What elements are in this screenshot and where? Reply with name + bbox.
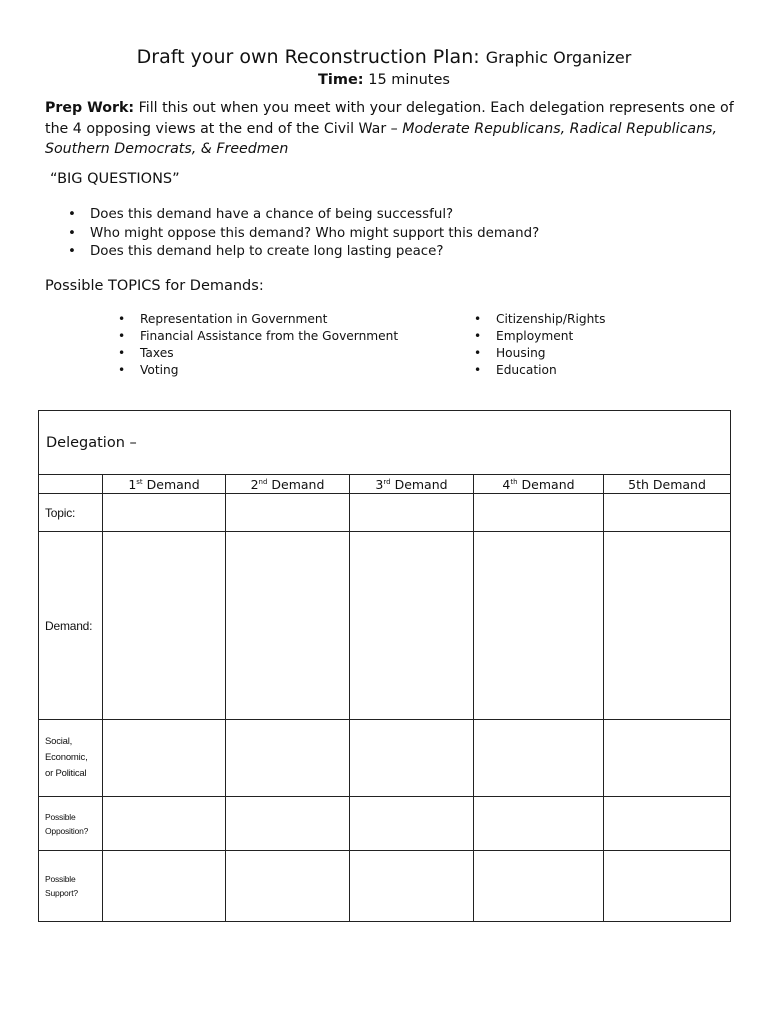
prep-work-paragraph (45, 98, 745, 160)
input-cell[interactable] (103, 720, 226, 797)
input-cell[interactable] (103, 851, 226, 922)
row-label-support: Possible Support? (39, 851, 103, 922)
page-title: Draft your own Reconstruction Plan: Graphic Organizer (136, 46, 632, 68)
input-cell[interactable] (350, 720, 474, 797)
input-cell[interactable] (474, 851, 604, 922)
list-item: • Voting (118, 362, 398, 379)
delegation-label: Delegation – (46, 434, 137, 451)
input-cell[interactable] (226, 720, 350, 797)
table-row (39, 494, 731, 532)
prep-views: Moderate Republicans, Radical Republicans, Southern Democrats, & Freedmen (45, 120, 717, 157)
prep-text: Fill this out when you meet with your delegation. Each delegation represents one of the 4 opposing views at the end of the Civil War – (45, 100, 734, 137)
big-questions-heading: “BIG QUESTIONS” (50, 171, 180, 187)
input-cell[interactable] (103, 494, 226, 532)
table-header-row (39, 475, 731, 494)
topics-heading: Possible TOPICS for Demands: (45, 278, 264, 294)
input-cell[interactable] (350, 532, 474, 720)
input-cell[interactable] (474, 494, 604, 532)
table-row (39, 532, 731, 720)
topics-list-left (118, 311, 398, 379)
time-value: 15 minutes (368, 72, 450, 88)
prep-label: Prep Work: (45, 100, 135, 116)
delegation-cell[interactable] (39, 411, 731, 475)
input-cell[interactable] (350, 851, 474, 922)
title-sub: Graphic Organizer (485, 48, 632, 67)
row-label-category: Social, Economic, or Political (39, 720, 103, 797)
table-row (39, 797, 731, 851)
row-label-demand: Demand: (39, 532, 103, 720)
header-demand-3: 3rd Demand (350, 475, 474, 494)
topics-list-right (474, 311, 605, 379)
time-line (0, 72, 768, 88)
input-cell[interactable] (604, 851, 731, 922)
input-cell[interactable] (604, 494, 731, 532)
header-demand-2: 2nd Demand (226, 475, 350, 494)
list-item: • Employment (474, 328, 605, 345)
list-item: • Does this demand have a chance of being successful? (68, 206, 539, 225)
table-row (39, 720, 731, 797)
input-cell[interactable] (474, 797, 604, 851)
list-item: • Financial Assistance from the Government (118, 328, 398, 345)
time-label: Time: (318, 72, 364, 88)
input-cell[interactable] (604, 797, 731, 851)
input-cell[interactable] (226, 851, 350, 922)
input-cell[interactable] (474, 720, 604, 797)
reconstruction-organizer-table (38, 410, 731, 922)
input-cell[interactable] (226, 494, 350, 532)
input-cell[interactable] (226, 532, 350, 720)
input-cell[interactable] (226, 797, 350, 851)
list-item: • Housing (474, 345, 605, 362)
input-cell[interactable] (350, 797, 474, 851)
header-corner-cell (39, 475, 103, 494)
input-cell[interactable] (474, 532, 604, 720)
list-item: • Citizenship/Rights (474, 311, 605, 328)
list-item: • Who might oppose this demand? Who might support this demand? (68, 225, 539, 244)
row-label-topic: Topic: (39, 494, 103, 532)
header-demand-1: 1st Demand (103, 475, 226, 494)
list-item: • Education (474, 362, 605, 379)
list-item: • Does this demand help to create long lasting peace? (68, 243, 539, 262)
table-row (39, 851, 731, 922)
input-cell[interactable] (604, 532, 731, 720)
title-main: Draft your own Reconstruction Plan (136, 46, 474, 68)
input-cell[interactable] (604, 720, 731, 797)
header-demand-5: 5th Demand (604, 475, 731, 494)
input-cell[interactable] (103, 797, 226, 851)
list-item: • Taxes (118, 345, 398, 362)
big-questions-list (68, 206, 539, 262)
input-cell[interactable] (103, 532, 226, 720)
list-item: • Representation in Government (118, 311, 398, 328)
row-label-opposition: Possible Opposition? (39, 797, 103, 851)
header-demand-4: 4th Demand (474, 475, 604, 494)
input-cell[interactable] (350, 494, 474, 532)
